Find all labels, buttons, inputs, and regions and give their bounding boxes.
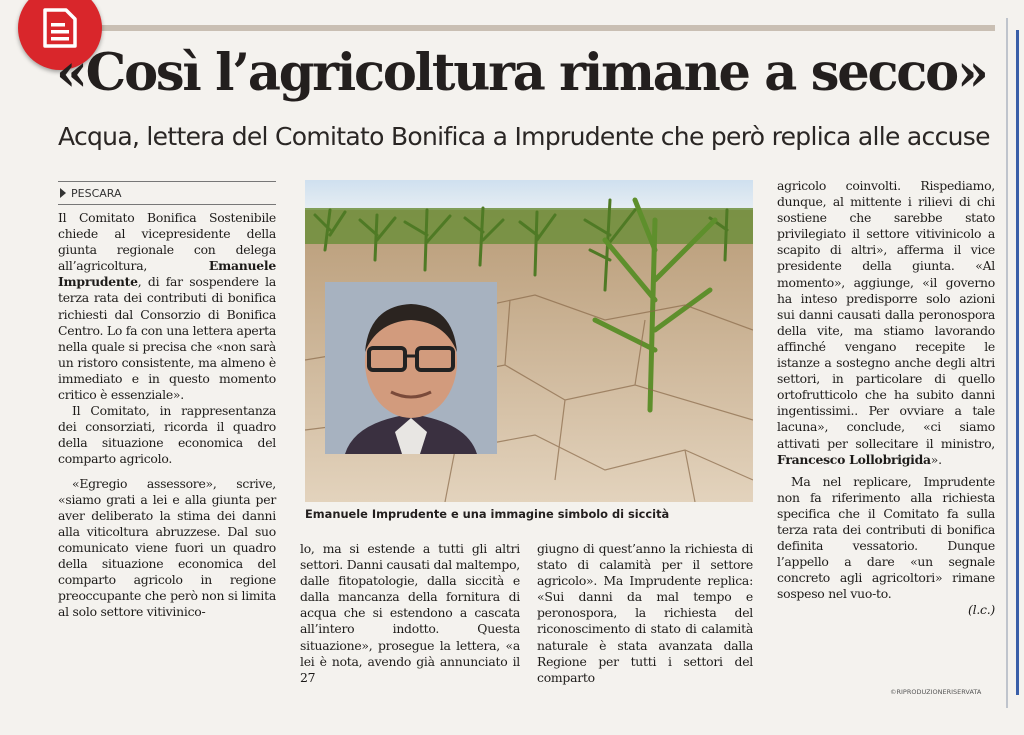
- name-emphasis: Emanuele Imprudente: [58, 258, 276, 290]
- side-accent: [1016, 30, 1024, 695]
- copyright-notice: ©RIPRODUZIONERISERVATA: [890, 688, 982, 696]
- paragraph: [58, 210, 276, 403]
- text-run: Il Comitato Bonifica Sostenibile chiede al vicepresidente della giunta regionale con delega all’agricoltura,: [58, 210, 276, 274]
- portrait-photo: [325, 282, 497, 454]
- paragraph: Il Comitato, in rappresentanza dei consorziati, ricorda il quadro della situazione economica del comparto agricolo.: [58, 403, 276, 467]
- triangle-icon: [60, 188, 66, 198]
- paragraph: giugno di quest’anno la richiesta di stato di calamità per il settore agricolo». Ma Imprudente replica: «Sui danni da mal tempo e peronospora, la richiesta del riconoscimento di stato di calamità naturale è stata avanzata dalla Regione per tutti i settori del comparto: [537, 541, 753, 685]
- paragraph: Ma nel replicare, Imprudente non fa riferimento alla richiesta specifica che il Comitato fa sulla terza rata dei contributi di bonifica definita vessatorio. Dunque l’appello a dare «un segnale concreto agli agricoltori» rimane sospeso nel vuo-to.: [777, 473, 995, 602]
- top-rule: [60, 25, 995, 31]
- location-label: PESCARA: [71, 186, 122, 200]
- signature: (l.c.): [968, 602, 995, 618]
- text-run: agricolo coinvolti. Rispediamo, dunque, al mittente i rilievi di chi sostiene che sarebbe stato privilegiato il settore vitivinicolo a scapito di altri», afferma il vice presidente della giunta. «Al momento», aggiunge, «il governo ha inteso predisporre solo azioni sui danni causati dalla peronospora della vite, ma stiamo lavorando affinché vengano recepite le istanze a sostegno anche degli altri settori, in particolare di quello ortofrutticolo che ha subito danni ingentissimi.. Per ovviare a tale lacuna», conclude, «ci siamo attivati per sollecitare il ministro,: [777, 178, 995, 451]
- photo-caption: Emanuele Imprudente e una immagine simbolo di siccità: [305, 507, 670, 521]
- name-emphasis: Francesco Lollobrigida: [777, 451, 931, 467]
- paragraph: lo, ma si estende a tutti gli altri settori. Danni causati dal maltempo, dalle fitopatologie, dalla siccità e dalla mancanza della fornitura di acqua che si estendono a cascata all’intero indotto. Questa situazione», prosegue la lettera, «a lei è nota, avendo già annunciato il 27: [300, 541, 520, 685]
- article-column-3: [537, 541, 753, 686]
- text-run: , di far sospendere la terza rata dei contributi di bonifica richiesti dal Consorzio di Bonifica Centro. Lo fa con una lettera aperta nella quale si precisa che «non sarà un ristoro consistente, ma almeno è immediato e in questo momento critico è essenziale».: [58, 274, 276, 403]
- subheadline: Acqua, lettera del Comitato Bonifica a Imprudente che però replica alle accuse: [58, 122, 990, 151]
- headline: «Così l’agricoltura rimane a secco»: [56, 43, 987, 103]
- article-column-2: [300, 541, 520, 686]
- location-tag: [58, 181, 276, 205]
- paragraph: [777, 178, 995, 468]
- paragraph: «Egregio assessore», scrive, «siamo grati a lei e alla giunta per aver deliberato la stima dei danni alla viticoltura abruzzese. Dal suo comunicato viene fuori un quadro della situazione economica del comparto agricolo in regione preoccupante che però non si limita al solo settore vitivinico-: [58, 475, 276, 620]
- article-column-4: [777, 178, 995, 619]
- article-column-1: [58, 210, 276, 620]
- text-run: ».: [930, 451, 942, 467]
